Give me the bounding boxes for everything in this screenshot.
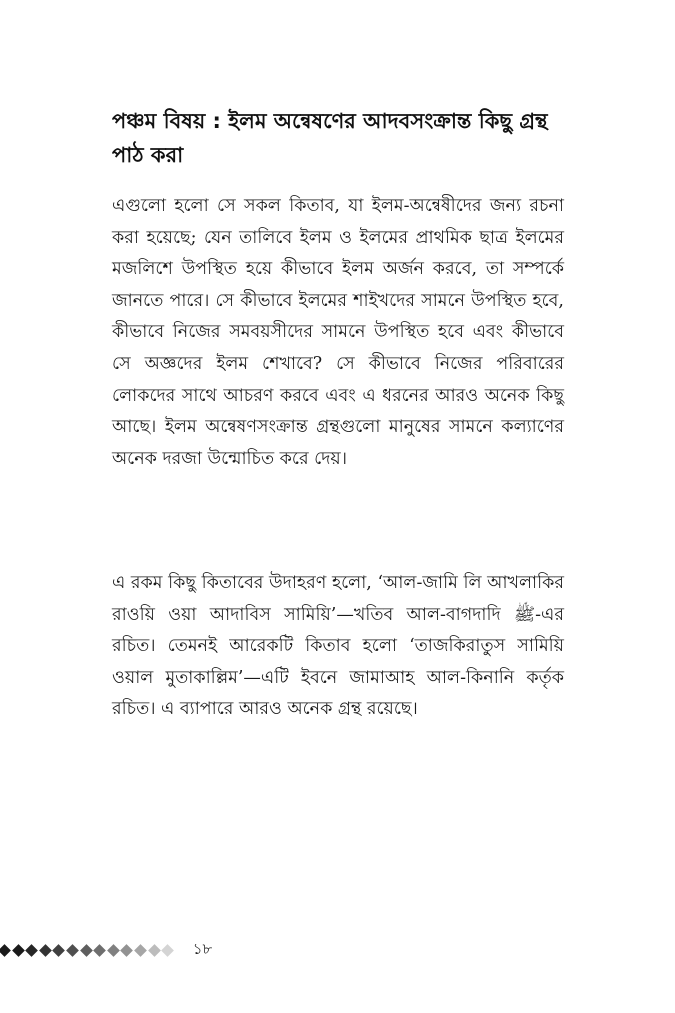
body-paragraph-2: এ রকম কিছু কিতাবের উদাহরণ হলো, ‘আল-জামি লি আখলাকির রাওয়ি ওয়া আদাবিস সামিয়ি’—খতিব আল-বাগদাদি ﷺ-এর রচিত। তেমনই আরেকটি কিতাব হলো ‘তাজকিরাতুস সামিয়ি ওয়াল মুতাকাল্লিম’—এটি ইবনে জামাআহ আল-কিনানি কর্তৃক রচিত। এ ব্যাপারে আরও অনেক গ্রন্থ রয়েছে। [112, 573, 564, 720]
body-paragraph-1: এগুলো হলো সে সকল কিতাব, যা ইলম-অন্বেষীদের জন্য রচনা করা হয়েছে; যেন তালিবে ইলম ও ইলমের প্রাথমিক ছাত্র ইলমের মজলিশে উপস্থিত হয়ে কীভাবে ইলম অর্জন করবে, তা সম্পর্কে জানতে পারে। সে কীভাবে ইলমের শাইখদের সামনে উপস্থিত হবে, কীভাবে নিজের সমবয়সীদের সামনে উপস্থিত হবে এবং কীভাবে সে অজ্ঞদের ইলম শেখাবে? সে কীভাবে নিজের পরিবারের লোকদের সাথে আচরণ করবে এবং এ ধরনের আরও অনেক কিছু আছে। ইলম অন্বেষণসংক্রান্ত গ্রন্থগুলো মানুষের সামনে কল্যাণের অনেক দরজা উন্মোচিত করে দেয়। [112, 196, 564, 469]
footer-ornament [0, 946, 177, 955]
diamond-ornament-icon [107, 944, 120, 957]
diamond-ornament-icon [148, 944, 161, 957]
diamond-ornament-icon [53, 944, 66, 957]
diamond-ornament-icon [39, 944, 52, 957]
section-heading: পঞ্চম বিষয় : ইলম অন্বেষণের আদবসংক্রান্ত কিছু গ্রন্থ পাঠ করা [112, 109, 548, 167]
diamond-ornament-icon [66, 944, 79, 957]
diamond-ornament-icon [25, 944, 38, 957]
diamond-ornament-icon [0, 944, 11, 957]
diamond-ornament-icon [161, 944, 174, 957]
diamond-ornament-icon [120, 944, 133, 957]
page-number: ১৮ [192, 939, 213, 958]
page-footer [0, 940, 212, 960]
diamond-ornament-icon [12, 944, 25, 957]
diamond-ornament-icon [80, 944, 93, 957]
diamond-ornament-icon [134, 944, 147, 957]
diamond-ornament-icon [93, 944, 106, 957]
